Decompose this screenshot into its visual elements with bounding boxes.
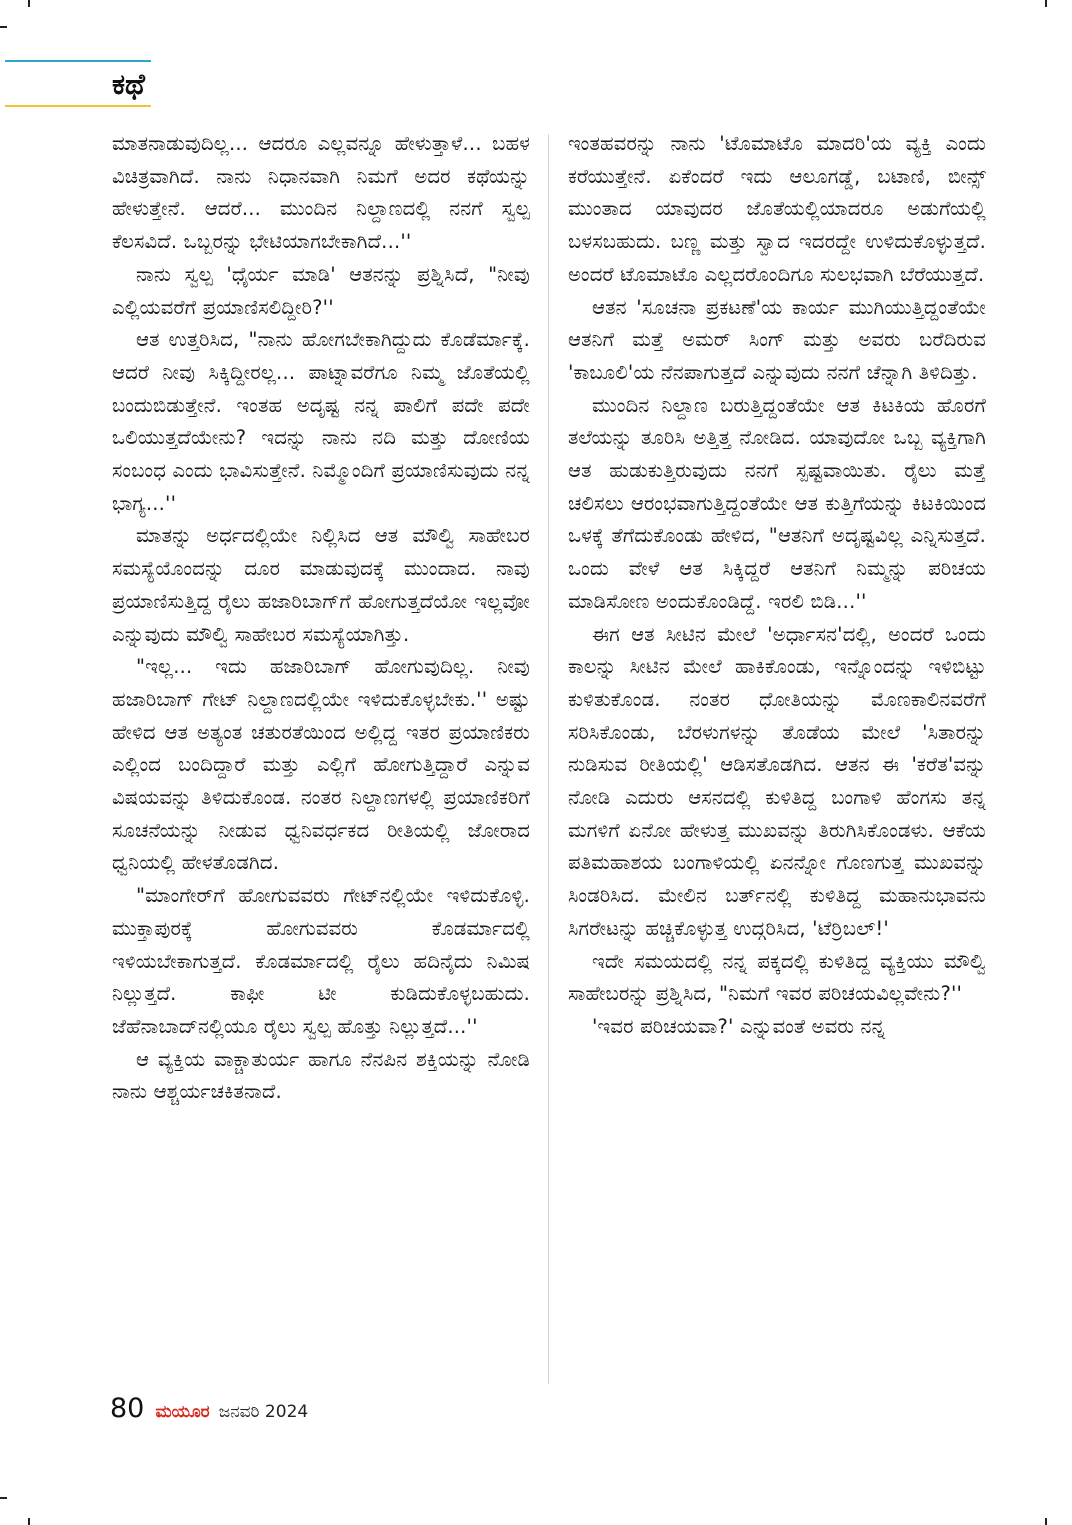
paragraph: ಆ ವ್ಯಕ್ತಿಯ ವಾಕ್ಚಾತುರ್ಯ ಹಾಗೂ ನೆನಪಿನ ಶಕ್ತಿಯನ್ನು ನೋಡಿ ನಾನು ಆಶ್ಚರ್ಯಚಕಿತನಾದೆ.: [112, 1047, 530, 1104]
paragraph: "ಇಲ್ಲ... ಇದು ಹಜಾರಿಬಾಗ್ ಹೋಗುವುದಿಲ್ಲ. ನೀವು ಹಜಾರಿಬಾಗ್ ಗೇಟ್ ನಿಲ್ದಾಣದಲ್ಲಿಯೇ ಇಳಿದುಕೊಳ್ಳಬೇಕು.'' ಅಷ್ಟು ಹೇಳಿದ ಆತ ಅತ್ಯಂತ ಚತುರತೆಯಿಂದ ಅಲ್ಲಿದ್ದ ಇತರ ಪ್ರಯಾಣಿಕರು ಎಲ್ಲಿಂದ ಬಂದಿದ್ದಾರೆ ಮತ್ತು ಎಲ್ಲಿಗೆ ಹೋಗುತ್ತಿದ್ದಾರೆ ಎನ್ನುವ ವಿಷಯವನ್ನು ತಿಳಿದುಕೊಂಡ. ನಂತರ ನಿಲ್ದಾಣಗಳಲ್ಲಿ ಪ್ರಯಾಣಿಕರಿಗೆ ಸೂಚನೆಯನ್ನು ನೀಡುವ ಧ್ವನಿವರ್ಧಕದ ರೀತಿಯಲ್ಲಿ ಜೋರಾದ ಧ್ವನಿಯಲ್ಲಿ ಹೇಳತೊಡಗಿದ.: [112, 655, 530, 875]
section-header-bottom-rule: [5, 105, 151, 107]
paragraph: ಮಾತನಾಡುವುದಿಲ್ಲ... ಆದರೂ ಎಲ್ಲವನ್ನೂ ಹೇಳುತ್ತಾಳೆ... ಬಹಳ ವಿಚಿತ್ರವಾಗಿದೆ. ನಾನು ನಿಧಾನವಾಗಿ ನಿಮಗೆ ಅದರ ಕಥೆಯನ್ನು ಹೇಳುತ್ತೇನೆ. ಆದರೆ... ಮುಂದಿನ ನಿಲ್ದಾಣದಲ್ಲಿ ನನಗೆ ಸ್ವಲ್ಪ ಕೆಲಸವಿದೆ. ಒಬ್ಬರನ್ನು ಭೇಟಿಯಾಗಬೇಕಾಗಿದೆ...'': [112, 132, 530, 254]
paragraph: ಆತ ಉತ್ತರಿಸಿದ, "ನಾನು ಹೋಗಬೇಕಾಗಿದ್ದುದು ಕೊಡೆರ್ಮಾಕ್ಕೆ. ಆದರೆ ನೀವು ಸಿಕ್ಕಿದ್ದೀರಲ್ಲ... ಪಾಟ್ನಾವರೆಗೂ ನಿಮ್ಮ ಜೊತೆಯಲ್ಲಿ ಬಂದುಬಿಡುತ್ತೇನೆ. ಇಂತಹ ಅದೃಷ್ಟ ನನ್ನ ಪಾಲಿಗೆ ಪದೇ ಪದೇ ಒಲಿಯುತ್ತದೆಯೇನು? ಇದನ್ನು ನಾನು ನದಿ ಮತ್ತು ದೋಣಿಯ ಸಂಬಂಧ ಎಂದು ಭಾವಿಸುತ್ತೇನೆ. ನಿಮ್ಮೊಂದಿಗೆ ಪ್ರಯಾಣಿಸುವುದು ನನ್ನ ಭಾಗ್ಯ...'': [112, 328, 530, 515]
page-number: 80: [110, 1393, 145, 1424]
paragraph: ಇದೇ ಸಮಯದಲ್ಲಿ ನನ್ನ ಪಕ್ಕದಲ್ಲಿ ಕುಳಿತಿದ್ದ ವ್ಯಕ್ತಿಯು ಮೌಲ್ವಿ ಸಾಹೇಬರನ್ನು ಪ್ರಶ್ನಿಸಿದ, "ನಿಮಗೆ ಇವರ ಪರಿಚಯವಿಲ್ಲವೇನು?'': [568, 949, 986, 1006]
crop-mark: [0, 1497, 7, 1499]
article-column-left: [112, 128, 530, 1384]
crop-mark: [28, 1518, 30, 1525]
magazine-logo: ಮಯೂರ: [155, 1402, 210, 1422]
page-footer: [110, 1393, 308, 1433]
section-header-top-rule: [5, 60, 151, 62]
issue-date: ಜನವರಿ 2024: [218, 1402, 309, 1422]
paragraph: ಆತನ 'ಸೂಚನಾ ಪ್ರಕಟಣೆ'ಯ ಕಾರ್ಯ ಮುಗಿಯುತ್ತಿದ್ದಂತೆಯೇ ಆತನಿಗೆ ಮತ್ತೆ ಅಮರ್ ಸಿಂಗ್ ಮತ್ತು ಅವರು ಬರೆದಿರುವ 'ಕಾಬೂಲಿ'ಯ ನೆನಪಾಗುತ್ತದೆ ಎನ್ನುವುದು ನನಗೆ ಚೆನ್ನಾಗಿ ತಿಳಿದಿತ್ತು.: [568, 295, 986, 384]
column-divider: [548, 134, 549, 1384]
paragraph: ಈಗ ಆತ ಸೀಟಿನ ಮೇಲೆ 'ಅರ್ಧಾಸನ'ದಲ್ಲಿ, ಅಂದರೆ ಒಂದು ಕಾಲನ್ನು ಸೀಟಿನ ಮೇಲೆ ಹಾಕಿಕೊಂಡು, ಇನ್ನೊಂದನ್ನು ಇಳಿಬಿಟ್ಟು ಕುಳಿತುಕೊಂಡ. ನಂತರ ಧೋತಿಯನ್ನು ಮೊಣಕಾಲಿನವರೆಗೆ ಸರಿಸಿಕೊಂಡು, ಬೆರಳುಗಳನ್ನು ತೊಡೆಯ ಮೇಲೆ 'ಸಿತಾರನ್ನು ನುಡಿಸುವ ರೀತಿಯಲ್ಲಿ' ಆಡಿಸತೊಡಗಿದ. ಆತನ ಈ 'ಕರೆತ'ವನ್ನು ನೋಡಿ ಎದುರು ಆಸನದಲ್ಲಿ ಕುಳಿತಿದ್ದ ಬಂಗಾಳಿ ಹೆಂಗಸು ತನ್ನ ಮಗಳಿಗೆ ಏನೋ ಹೇಳುತ್ತ ಮುಖವನ್ನು ತಿರುಗಿಸಿಕೊಂಡಳು. ಆಕೆಯ ಪತಿಮಹಾಶಯ ಬಂಗಾಳಿಯಲ್ಲಿ ಏನನ್ನೋ ಗೊಣಗುತ್ತ ಮುಖವನ್ನು ಸಿಂಡರಿಸಿದ. ಮೇಲಿನ ಬರ್ತ್‌ನಲ್ಲಿ ಕುಳಿತಿದ್ದ ಮಹಾನುಭಾವನು ಸಿಗರೇಟನ್ನು ಹಚ್ಚಿಕೊಳ್ಳುತ್ತ ಉದ್ಗರಿಸಿದ, 'ಟೆರ್ರಿಬಲ್!': [568, 622, 986, 940]
paragraph: "ಮಾಂಗೇರ್‌ಗೆ ಹೋಗುವವರು ಗೇಟ್‌ನಲ್ಲಿಯೇ ಇಳಿದುಕೊಳ್ಳಿ. ಮುಕ್ತಾಪುರಕ್ಕೆ ಹೋಗುವವರು ಕೊಡರ್ಮಾದಲ್ಲಿ ಇಳಿಯಬೇಕಾಗುತ್ತದೆ. ಕೊಡರ್ಮಾದಲ್ಲಿ ರೈಲು ಹದಿನೈದು ನಿಮಿಷ ನಿಲ್ಲುತ್ತದೆ. ಕಾಫೀ ಟೀ ಕುಡಿದುಕೊಳ್ಳಬಹುದು. ಜೆಹೆನಾಬಾದ್‌ನಲ್ಲಿಯೂ ರೈಲು ಸ್ವಲ್ಪ ಹೊತ್ತು ನಿಲ್ಲುತ್ತದೆ...'': [112, 884, 530, 1038]
paragraph: ನಾನು ಸ್ವಲ್ಪ 'ಧೈರ್ಯ ಮಾಡಿ' ಆತನನ್ನು ಪ್ರಶ್ನಿಸಿದೆ, "ನೀವು ಎಲ್ಲಿಯವರೆಗೆ ಪ್ರಯಾಣಿಸಲಿದ್ದೀರಿ?'': [112, 262, 530, 319]
paragraph: ಮುಂದಿನ ನಿಲ್ದಾಣ ಬರುತ್ತಿದ್ದಂತೆಯೇ ಆತ ಕಿಟಕಿಯ ಹೊರಗೆ ತಲೆಯನ್ನು ತೂರಿಸಿ ಅತ್ತಿತ್ತ ನೋಡಿದ. ಯಾವುದೋ ಒಬ್ಬ ವ್ಯಕ್ತಿಗಾಗಿ ಆತ ಹುಡುಕುತ್ತಿರುವುದು ನನಗೆ ಸ್ಪಷ್ಟವಾಯಿತು. ರೈಲು ಮತ್ತೆ ಚಲಿಸಲು ಆರಂಭವಾಗುತ್ತಿದ್ದಂತೆಯೇ ಆತ ಕುತ್ತಿಗೆಯನ್ನು ಕಿಟಕಿಯಿಂದ ಒಳಕ್ಕೆ ತೆಗೆದುಕೊಂಡು ಹೇಳಿದ, "ಆತನಿಗೆ ಅದೃಷ್ಟವಿಲ್ಲ ಎನ್ನಿಸುತ್ತದೆ. ಒಂದು ವೇಳೆ ಆತ ಸಿಕ್ಕಿದ್ದರೆ ಆತನಿಗೆ ನಿಮ್ಮನ್ನು ಪರಿಚಯ ಮಾಡಿಸೋಣ ಅಂದುಕೊಂಡಿದ್ದೆ. ಇರಲಿ ಬಿಡಿ...'': [568, 393, 986, 613]
crop-mark: [1045, 1518, 1047, 1525]
crop-mark: [0, 26, 7, 28]
paragraph: ಮಾತನ್ನು ಅರ್ಧದಲ್ಲಿಯೇ ನಿಲ್ಲಿಸಿದ ಆತ ಮೌಲ್ವಿ ಸಾಹೇಬರ ಸಮಸ್ಯೆಯೊಂದನ್ನು ದೂರ ಮಾಡುವುದಕ್ಕೆ ಮುಂದಾದ. ನಾವು ಪ್ರಯಾಣಿಸುತ್ತಿದ್ದ ರೈಲು ಹಜಾರಿಬಾಗ್‌ಗೆ ಹೋಗುತ್ತದೆಯೋ ಇಲ್ಲವೋ ಎನ್ನುವುದು ಮೌಲ್ವಿ ಸಾಹೇಬರ ಸಮಸ್ಯೆಯಾಗಿತ್ತು.: [112, 524, 530, 646]
crop-mark: [28, 0, 30, 7]
section-title: ಕಥೆ: [112, 67, 145, 101]
paragraph: ಇಂತಹವರನ್ನು ನಾನು 'ಟೊಮಾಟೊ ಮಾದರಿ'ಯ ವ್ಯಕ್ತಿ ಎಂದು ಕರೆಯುತ್ತೇನೆ. ಏಕೆಂದರೆ ಇದು ಆಲೂಗಡ್ಡೆ, ಬಟಾಣಿ, ಬೀನ್ಸ್ ಮುಂತಾದ ಯಾವುದರ ಜೊತೆಯಲ್ಲಿಯಾದರೂ ಅಡುಗೆಯಲ್ಲಿ ಬಳಸಬಹುದು. ಬಣ್ಣ ಮತ್ತು ಸ್ವಾದ ಇದರದ್ದೇ ಉಳಿದುಕೊಳ್ಳುತ್ತದೆ. ಅಂದರೆ ಟೊಮಾಟೊ ಎಲ್ಲದರೊಂದಿಗೂ ಸುಲಭವಾಗಿ ಬೆರೆಯುತ್ತದೆ.: [568, 132, 986, 286]
article-column-right: [568, 128, 986, 1384]
paragraph: 'ಇವರ ಪರಿಚಯವಾ?' ಎನ್ನುವಂತೆ ಅವರು ನನ್ನ: [592, 1014, 886, 1038]
crop-mark: [1045, 0, 1047, 7]
